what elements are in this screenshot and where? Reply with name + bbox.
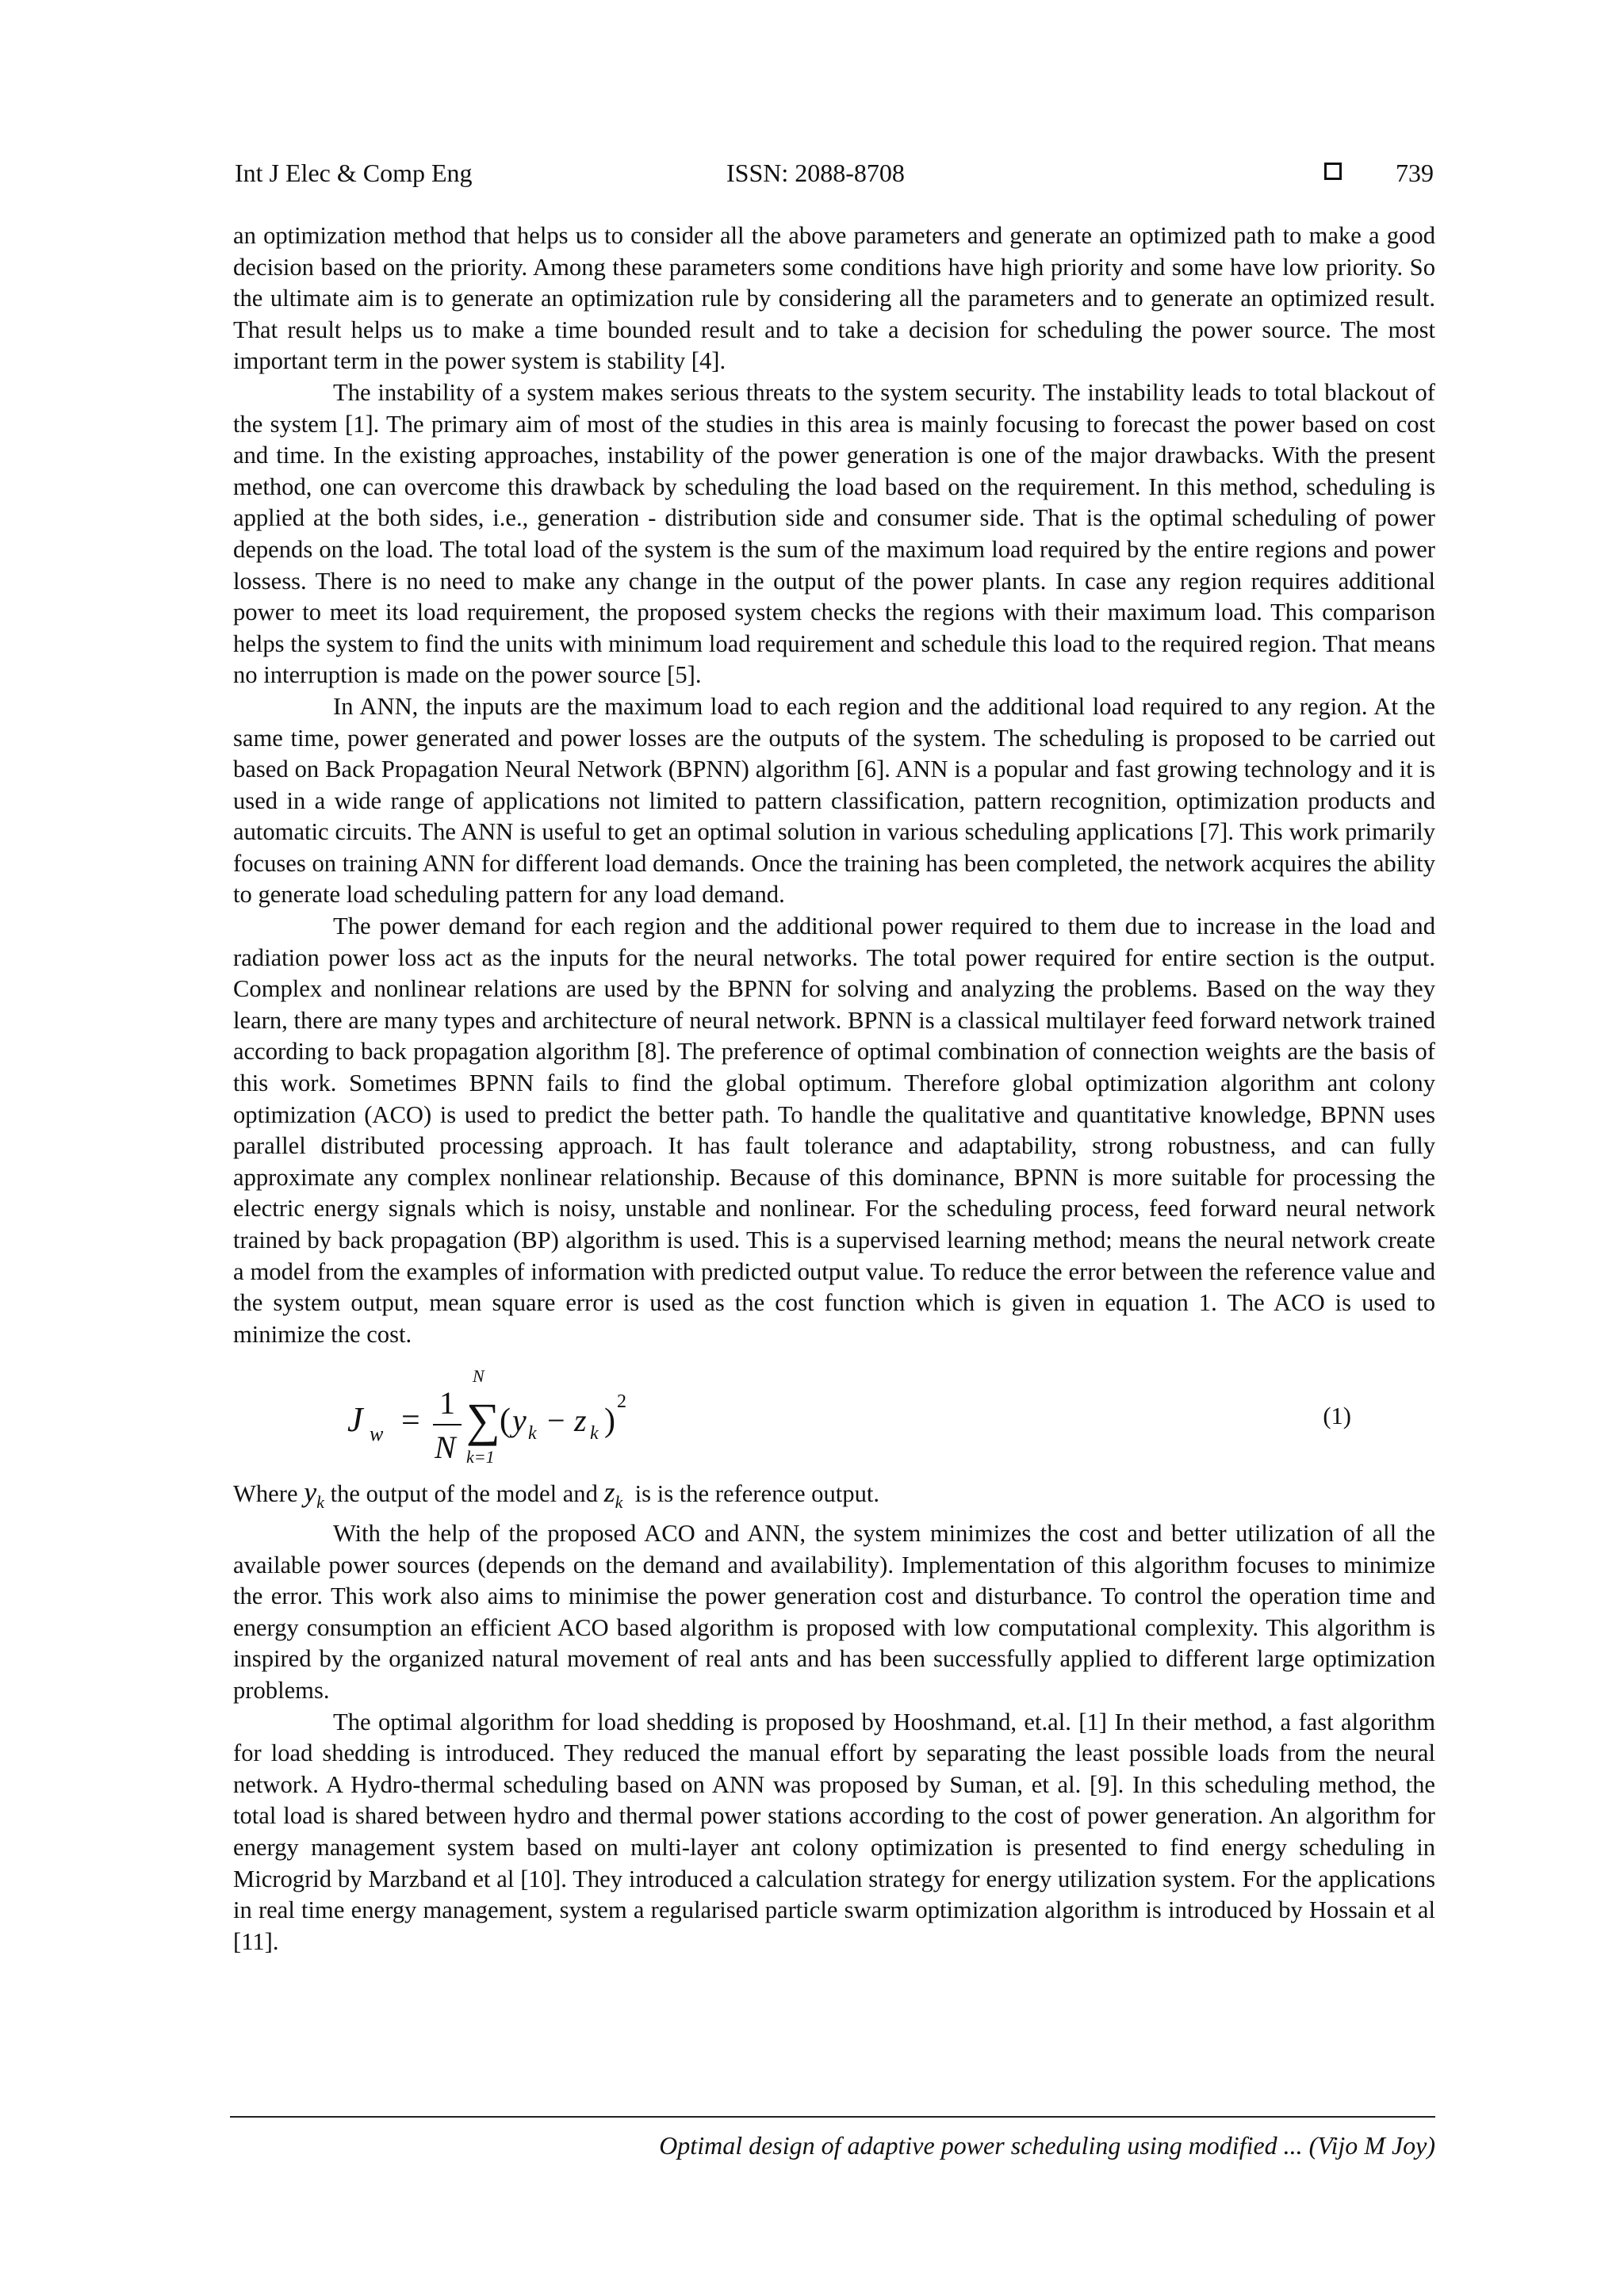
paragraph-5: With the help of the proposed ACO and ANN, the system minimizes the cost and better utilization of all the available power sources (depends on the demand and availability). Implementation of this algorithm focuses to minimize the error. This work also aims to minimise the power generation cost and disturbance. To control the operation time and energy consumption an efficient ACO based algorithm is proposed with low computational complexity. This algorithm is inspired by the organized natural movement of real ants and has been successfully applied to different large optimization problems. (233, 1519, 1435, 1704)
paragraph-6: The optimal algorithm for load shedding is proposed by Hooshmand, et.al. [1] In their method, a fast algorithm for load shedding is introduced. They reduced the manual effort by separating the least possible loads from the neural network. A Hydro-thermal scheduling based on ANN was proposed by Suman, et al. [9]. In this scheduling method, the total load is shared between hydro and thermal power stations according to the cost of power generation. An algorithm for energy management system based on multi-layer ant colony optimization is presented to find energy scheduling in Microgrid by Marzband et al [10]. They introduced a calculation strategy for energy utilization system. For the applications in real time energy management, system a regularised particle swarm optimization algorithm is introduced by Hossain et al [11]. (233, 1708, 1435, 1955)
equation-body (336, 1364, 812, 1474)
where-y: y (304, 1476, 317, 1509)
eq-term-z-sub: k (590, 1423, 599, 1445)
eq-sum-upper: N (473, 1366, 485, 1387)
where-line (233, 1477, 1435, 1518)
eq-open-paren: ( (500, 1402, 511, 1440)
paragraph-1: an optimization method that helps us to consider all the above parameters and generate an optimized path to make a good decision based on the priority. Among these parameters some conditions have high priority and some have low priority. So the ultimate aim is to generate an optimization rule by considering all the parameters and to generate an optimized result. That result helps us to make a time bounded result and to take a decision for scheduling the power source. The most important term in the power system is stability [4]. (233, 222, 1435, 375)
equation-svg (336, 1364, 812, 1474)
eq-close-paren: ) (604, 1402, 615, 1440)
where-z-sub: k (615, 1492, 623, 1513)
eq-sum-symbol: ∑ (466, 1394, 500, 1447)
page-number: 739 (1396, 159, 1434, 187)
footer-rule (230, 2116, 1435, 2118)
issn: ISSN: 2088-8708 (726, 159, 905, 187)
page-header (235, 155, 1434, 190)
equation-number: (1) (1323, 1402, 1351, 1430)
equation-1 (233, 1364, 1435, 1474)
where-y-sub: k (316, 1492, 324, 1513)
paragraph-2: The instability of a system makes serious threats to the system security. The instability leads to total blackout of the system [1]. The primary aim of most of the studies in this area is mainly focusing to forecast the power based on cost and time. In the existing approaches, instability of the power generation is one of the major drawbacks. With the present method, one can overcome this drawback by scheduling the load based on the requirement. In this method, scheduling is applied at the both sides, i.e., generation - distribution side and consumer side. That is the optimal scheduling of power depends on the load. The total load of the system is the sum of the maximum load required by the entire regions and power lossess. There is no need to make any change in the output of the power plants. In case any region requires additional power to meet its load requirement, the proposed system checks the regions with their maximum load. This comparison helps the system to find the units with minimum load requirement and schedule this load to the required region. That means no interruption is made on the power source [5]. (233, 378, 1435, 689)
paragraph-4: The power demand for each region and the additional power required to them due to increase in the load and radiation power loss act as the inputs for the neural networks. The total power required for entire section is the output. Complex and nonlinear relations are used by the BPNN for solving and analyzing the problems. Based on the way they learn, there are many types and architecture of neural network. BPNN is a classical multilayer feed forward network trained according to back propagation algorithm [8]. The preference of optimal combination of connection weights are the basis of this work. Sometimes BPNN fails to find the global optimum. Therefore global optimization algorithm ant colony optimization (ACO) is used to predict the better path. To handle the qualitative and quantitative knowledge, BPNN uses parallel distributed processing approach. It has fault tolerance and adaptability, strong robustness, and can fully approximate any complex nonlinear relationship. Because of this dominance, BPNN is more suitable for processing the electric energy signals which is noisy, unstable and nonlinear. For the scheduling process, feed forward neural network trained by back propagation (BP) algorithm is used. This is a supervised learning method; means the neural network create a model from the examples of information with predicted output value. To reduce the error between the reference value and the system output, mean square error is used as the cost function which is given in equation 1. The ACO is used to minimize the cost. (233, 913, 1435, 1348)
eq-exponent: 2 (617, 1391, 626, 1413)
eq-frac-den: N (435, 1429, 456, 1466)
body-text (233, 220, 1435, 1957)
where-mid: the output of the model and (330, 1480, 598, 1508)
eq-equals: = (401, 1402, 420, 1440)
eq-frac-num: 1 (439, 1385, 455, 1422)
eq-minus: − (547, 1402, 565, 1439)
where-prefix: Where (233, 1480, 298, 1508)
paragraph-3: In ANN, the inputs are the maximum load to each region and the additional load required to any region. At the same time, power generated and power losses are the outputs of the system. The scheduling is proposed to be carried out based on Back Propagation Neural Network (BPNN) algorithm [6]. ANN is a popular and fast growing technology and it is used in a wide range of applications not limited to pattern classification, pattern recognition, optimization products and automatic circuits. The ANN is useful to get an optimal solution in various scheduling applications [7]. This work primarily focuses on training ANN for different load demands. Once the training has been completed, the network acquires the ability to generate load scheduling pattern for any load demand. (233, 692, 1435, 909)
where-suffix: is is the reference output. (634, 1480, 880, 1508)
checkbox-square-icon (1324, 163, 1342, 180)
running-title: Optimal design of adaptive power scheduling using modified ... (Vijo M Joy) (659, 2131, 1435, 2160)
eq-term-z: z (574, 1402, 587, 1439)
where-z: z (603, 1476, 615, 1509)
eq-term-y-sub: k (528, 1423, 537, 1445)
eq-term-y: y (512, 1402, 527, 1439)
eq-lhs: J (347, 1400, 363, 1440)
eq-lhs-sub: w (370, 1422, 384, 1446)
eq-sum-lower: k=1 (466, 1447, 495, 1468)
journal-name: Int J Elec & Comp Eng (235, 159, 473, 187)
